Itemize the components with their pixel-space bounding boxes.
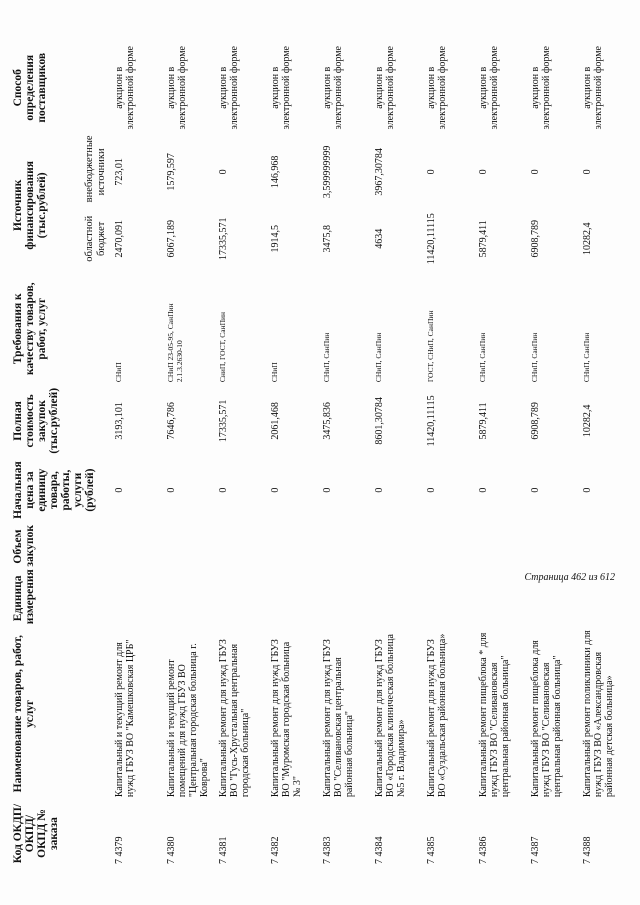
procurement-table <box>10 37 632 867</box>
row-funding-regional: 4634 <box>374 228 385 249</box>
row-price: 0 <box>478 487 489 493</box>
table-row <box>268 37 320 867</box>
row-requirements: СНиП <box>270 362 279 383</box>
row-total: 6908,789 <box>530 402 541 440</box>
row-code: 7 4385 <box>426 836 437 864</box>
table-row <box>320 37 372 867</box>
row-price: 0 <box>114 487 125 493</box>
row-name: Капитальный ремонт для нужд ГБУЗ ВО «Суздальская районная больница» <box>426 633 448 798</box>
row-funding-regional: 3475,8 <box>322 225 333 253</box>
header-funding: Источник финансирования (тыс.рублей) <box>12 161 48 250</box>
header-funding-regional: областной бюджет <box>84 215 107 262</box>
row-total: 7646,786 <box>166 402 177 440</box>
header-volume: Объем закупок <box>12 525 36 567</box>
row-method: аукцион в электронной форме <box>218 46 240 130</box>
row-requirements: СНиП, СанПин <box>582 332 591 383</box>
row-volume <box>372 524 424 570</box>
row-volume <box>528 524 580 570</box>
row-method: аукцион в электронной форме <box>426 46 448 130</box>
table-row <box>372 37 424 867</box>
row-requirements: СНиП 23-05-95, СанПин 2.1.3.2630-10 <box>166 303 184 383</box>
row-volume <box>112 524 164 570</box>
row-code: 7 4383 <box>322 836 333 864</box>
row-requirements: ГОСТ, СНиП, СанПин <box>426 310 435 383</box>
row-code: 7 4380 <box>166 836 177 864</box>
row-funding-regional: 1914,5 <box>270 225 281 253</box>
row-unit <box>424 570 476 628</box>
row-total: 8601,30784 <box>374 397 385 445</box>
row-funding-regional: 6067,189 <box>166 220 177 258</box>
row-total: 5879,411 <box>478 402 489 440</box>
row-funding-other: 1579,597 <box>166 153 177 191</box>
row-name: Капитальный и текущий ремонт для нужд ГБУЗ ВО "Камешковская ЦРБ" <box>114 639 136 798</box>
table-row <box>424 37 476 867</box>
header-total: Полная стоимость закупок (тыс.рублей) <box>12 387 60 454</box>
row-volume <box>320 524 372 570</box>
row-name: Капитальный и текущий ремонт помещений для нужд ГБУЗ ВО "Центральная городская больница г. Коврова" <box>166 643 210 798</box>
row-name: Капитальный ремонт пищеблока * для нужд ГБУЗ ВО "Селивановская центральная районная больница" <box>478 632 511 798</box>
row-volume <box>164 524 216 570</box>
row-unit <box>268 570 320 628</box>
row-requirements: СНиП, СанПин <box>478 332 487 383</box>
row-method: аукцион в электронной форме <box>322 46 344 130</box>
header-code: Код ОКДП/ ОКПД/ ОКПД № заказа <box>12 803 60 864</box>
header-requirements: Требования к качеству товаров, работ, услуг <box>12 282 48 375</box>
table-row <box>164 37 216 867</box>
row-name: Капитальный ремонт для нужд ГБУЗ ВО «Городская клиническая больница №5 г. Владимира» <box>374 634 407 798</box>
row-name: Капитальный ремонт для нужд ГБУЗ ВО "Гусь-Хрустальная центральная городская больница" <box>218 639 251 798</box>
row-funding-regional: 6908,789 <box>530 220 541 258</box>
row-requirements: СНиП, СанПин <box>322 332 331 383</box>
row-requirements: СНиП, СанПин <box>530 332 539 383</box>
page-number: Страница 462 из 612 <box>524 572 615 583</box>
row-price: 0 <box>270 487 281 493</box>
row-funding-other: 0 <box>478 169 489 175</box>
row-method: аукцион в электронной форме <box>530 46 552 130</box>
row-method: аукцион в электронной форме <box>582 46 604 130</box>
row-name: Капитальный ремонт пищеблока для нужд ГБУЗ ВО "Селивановская центральная районная больница" <box>530 640 563 798</box>
row-total: 3475,836 <box>322 402 333 440</box>
row-code: 7 4379 <box>114 836 125 864</box>
row-funding-other: 0 <box>582 169 593 175</box>
row-name: Капитальный ремонт для нужд ГБУЗ ВО "Муромская городская больница № 3" <box>270 639 303 798</box>
row-code: 7 4386 <box>478 836 489 864</box>
header-name: Наименование товаров, работ, услуг <box>12 635 36 793</box>
row-total: 11420,11115 <box>426 395 437 447</box>
row-total: 2061,468 <box>270 402 281 440</box>
row-requirements: СНиП, СанПин <box>374 332 383 383</box>
row-name: Капитальный ремонт для нужд ГБУЗ ВО "Селивановская центральная районная больница" <box>322 639 355 798</box>
row-volume <box>216 524 268 570</box>
row-requirements: СНиП <box>114 362 123 383</box>
row-price: 0 <box>218 487 229 493</box>
row-funding-regional: 5879,411 <box>478 220 489 258</box>
header-unit: Единица измерения <box>12 569 36 625</box>
row-funding-regional: 11420,11115 <box>426 213 437 265</box>
row-volume <box>580 524 632 570</box>
row-volume <box>268 524 320 570</box>
row-price: 0 <box>166 487 177 493</box>
header-price: Начальная цена за единицу товара, работы, услуги (рублей) <box>12 461 96 519</box>
row-funding-other: 0 <box>218 169 229 175</box>
table-body <box>112 37 632 867</box>
row-funding-regional: 17335,571 <box>218 217 229 261</box>
row-volume <box>424 524 476 570</box>
row-code: 7 4381 <box>218 836 229 864</box>
row-unit <box>164 570 216 628</box>
row-unit <box>112 570 164 628</box>
row-total: 3193,101 <box>114 402 125 440</box>
row-code: 7 4388 <box>582 836 593 864</box>
row-unit <box>320 570 372 628</box>
row-code: 7 4384 <box>374 836 385 864</box>
table-row <box>580 37 632 867</box>
row-price: 0 <box>322 487 333 493</box>
row-price: 0 <box>582 487 593 493</box>
row-code: 7 4382 <box>270 836 281 864</box>
table-row <box>476 37 528 867</box>
row-price: 0 <box>530 487 541 493</box>
row-name: Капитальный ремонт поликлиники для нужд ГБУЗ ВО «Александровская районная детская больница» <box>582 630 615 798</box>
row-method: аукцион в электронной форме <box>114 46 136 130</box>
row-code: 7 4387 <box>530 836 541 864</box>
row-method: аукцион в электронной форме <box>270 46 292 130</box>
table-row <box>112 37 164 867</box>
row-total: 10282,4 <box>582 404 593 438</box>
row-method: аукцион в электронной форме <box>374 46 396 130</box>
row-funding-regional: 10282,4 <box>582 222 593 256</box>
row-funding-other: 0 <box>530 169 541 175</box>
row-method: аукцион в электронной форме <box>166 46 188 130</box>
row-volume <box>476 524 528 570</box>
header-method: Способ определения поставщиков <box>12 52 48 123</box>
table-row <box>528 37 580 867</box>
row-funding-other: 723,01 <box>114 158 125 186</box>
row-funding-other: 3967,30784 <box>374 148 385 196</box>
row-price: 0 <box>426 487 437 493</box>
row-funding-other: 0 <box>426 169 437 175</box>
row-requirements: СниП, ГОСТ, СанПин <box>218 311 227 383</box>
row-unit <box>216 570 268 628</box>
row-method: аукцион в электронной форме <box>478 46 500 130</box>
header-funding-other: внебюджетные источники <box>84 135 107 203</box>
row-price: 0 <box>374 487 385 493</box>
row-total: 17335,571 <box>218 399 229 443</box>
table-row <box>216 37 268 867</box>
row-funding-other: 146,968 <box>270 155 281 189</box>
row-funding-other: 3,599999999 <box>322 145 333 199</box>
row-unit <box>372 570 424 628</box>
row-unit <box>476 570 528 628</box>
row-funding-regional: 2470,091 <box>114 220 125 258</box>
